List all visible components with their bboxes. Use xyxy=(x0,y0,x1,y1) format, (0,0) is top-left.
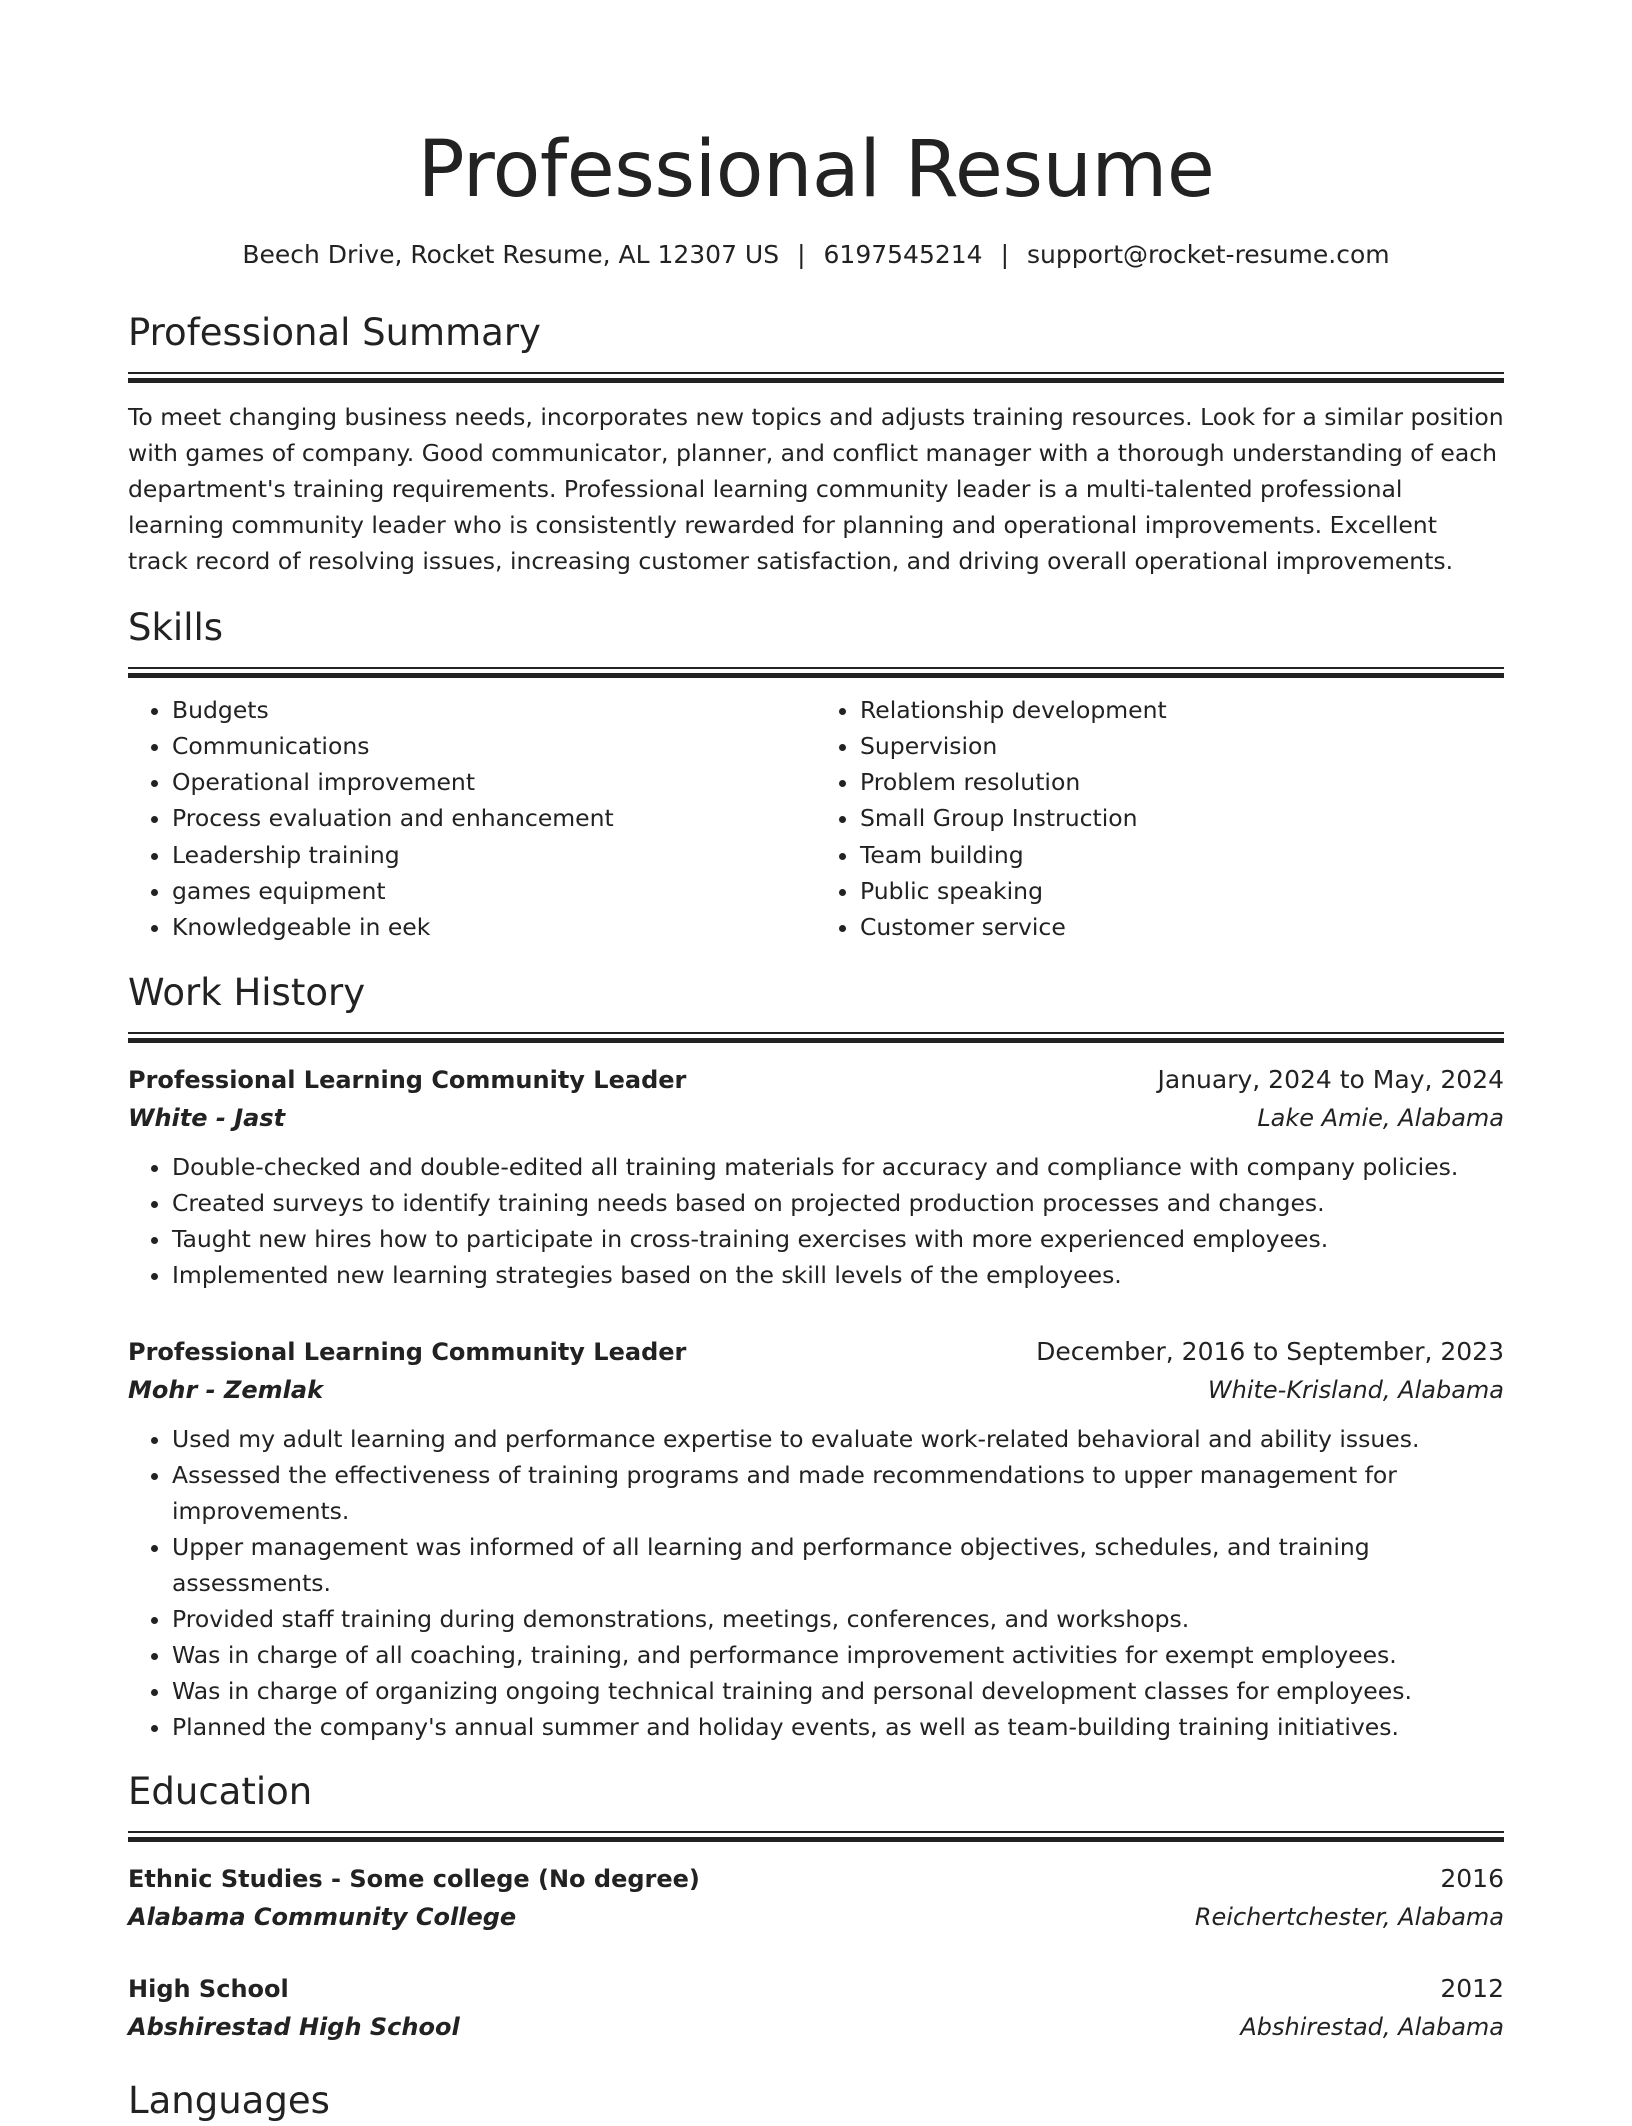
education-school-row xyxy=(128,2008,1504,2046)
job-bullet: • Taught new hires how to participate in cross-training exercises with more experienced employees. xyxy=(172,1221,1504,1257)
job-location: Lake Amie, Alabama xyxy=(1257,1103,1504,1132)
skill-item: • Team building xyxy=(860,837,1504,873)
job-bullet: • Used my adult learning and performance expertise to evaluate work-related behavioral and ability issues. xyxy=(172,1421,1504,1457)
education-location: Reichertchester, Alabama xyxy=(1194,1902,1504,1931)
job-header-row xyxy=(128,1333,1504,1371)
contact-email: support@rocket-resume.com xyxy=(1027,240,1390,269)
education-school: Abshirestad High School xyxy=(128,2012,460,2041)
job-entry xyxy=(128,1333,1504,1745)
section-divider xyxy=(128,372,1504,385)
education-location: Abshirestad, Alabama xyxy=(1240,2012,1504,2041)
job-header-row xyxy=(128,1061,1504,1099)
section-divider xyxy=(128,1032,1504,1045)
education-degree: Ethnic Studies - Some college (No degree) xyxy=(128,1864,700,1893)
languages-section xyxy=(128,2076,1504,2126)
job-dates: January, 2024 to May, 2024 xyxy=(1157,1064,1504,1094)
skills-columns xyxy=(128,692,1504,946)
education-entry xyxy=(128,1970,1504,2046)
contact-address: Beech Drive, Rocket Resume, AL 12307 US xyxy=(242,240,780,269)
education-entry xyxy=(128,1860,1504,1936)
contact-line xyxy=(128,238,1504,272)
summary-section xyxy=(128,308,1504,579)
work-history-section xyxy=(128,968,1504,1745)
skill-item: • Problem resolution xyxy=(860,764,1504,800)
contact-separator: | xyxy=(797,240,806,269)
summary-text: To meet changing business needs, incorporates new topics and adjusts training resources. Look for a similar position with games of company. Good communicator, planner, and conflict manager with a thorough understanding of each department's training requirements. Professional learning community leader is a multi-talented professional learning community leader who is consistently rewarded for planning and operational improvements. Excellent track record of resolving issues, increasing customer satisfaction, and driving overall operational improvements. xyxy=(128,403,1504,575)
education-year: 2016 xyxy=(1440,1863,1504,1893)
skills-section xyxy=(128,603,1504,946)
section-title-languages: Languages xyxy=(128,2078,330,2122)
education-section xyxy=(128,1767,1504,2046)
job-company: White - Jast xyxy=(128,1103,286,1132)
job-bullet: • Implemented new learning strategies based on the skill levels of the employees. xyxy=(172,1257,1504,1293)
section-divider xyxy=(128,1831,1504,1844)
skill-item: • Relationship development xyxy=(860,692,1504,728)
job-title: Professional Learning Community Leader xyxy=(128,1337,687,1366)
job-company-row xyxy=(128,1371,1504,1409)
skill-item: • Customer service xyxy=(860,909,1504,945)
job-bullets xyxy=(128,1149,1504,1293)
job-title: Professional Learning Community Leader xyxy=(128,1065,687,1094)
job-company-row xyxy=(128,1099,1504,1137)
job-location: White-Krisland, Alabama xyxy=(1207,1375,1504,1404)
job-dates: December, 2016 to September, 2023 xyxy=(1036,1336,1504,1366)
section-title-summary: Professional Summary xyxy=(128,311,541,354)
skill-item: • Communications xyxy=(172,728,816,764)
job-bullet: • Was in charge of organizing ongoing technical training and personal development classes for employees. xyxy=(172,1673,1504,1709)
skills-column-left xyxy=(128,692,816,946)
skill-item: • Process evaluation and enhancement xyxy=(172,800,816,836)
section-title-skills: Skills xyxy=(128,605,224,649)
skill-item: • Supervision xyxy=(860,728,1504,764)
job-bullet: • Upper management was informed of all learning and performance objectives, schedules, and training assessments. xyxy=(172,1529,1504,1601)
skill-item: • Budgets xyxy=(172,692,816,728)
job-bullet: • Planned the company's annual summer and holiday events, as well as team-building training initiatives. xyxy=(172,1709,1504,1745)
education-school: Alabama Community College xyxy=(128,1902,517,1931)
skills-column-right xyxy=(816,692,1504,946)
skill-item: • Knowledgeable in eek xyxy=(172,909,816,945)
job-bullets xyxy=(128,1421,1504,1745)
resume-page xyxy=(128,0,1504,2126)
section-divider xyxy=(128,667,1504,680)
job-bullet: • Double-checked and double-edited all training materials for accuracy and compliance with company policies. xyxy=(172,1149,1504,1185)
education-year: 2012 xyxy=(1440,1973,1504,2003)
skill-item: • Public speaking xyxy=(860,873,1504,909)
skill-item: • Leadership training xyxy=(172,837,816,873)
skill-item: • Small Group Instruction xyxy=(860,800,1504,836)
section-title-work-history: Work History xyxy=(128,970,366,1014)
job-entry xyxy=(128,1061,1504,1293)
job-company: Mohr - Zemlak xyxy=(128,1375,324,1404)
skill-item: • games equipment xyxy=(172,873,816,909)
resume-name: Professional Resume xyxy=(417,125,1215,215)
education-header-row xyxy=(128,1860,1504,1898)
skill-item: • Operational improvement xyxy=(172,764,816,800)
education-school-row xyxy=(128,1898,1504,1936)
section-title-education: Education xyxy=(128,1769,313,1813)
job-bullet: • Provided staff training during demonstrations, meetings, conferences, and workshops. xyxy=(172,1601,1504,1637)
job-bullet: • Was in charge of all coaching, training, and performance improvement activities for exempt employees. xyxy=(172,1637,1504,1673)
contact-separator: | xyxy=(1000,240,1010,269)
education-header-row xyxy=(128,1970,1504,2008)
job-bullet: • Created surveys to identify training needs based on projected production processes and changes. xyxy=(172,1185,1504,1221)
contact-phone: 6197545214 xyxy=(823,240,983,269)
job-bullet: • Assessed the effectiveness of training programs and made recommendations to upper management for improvements. xyxy=(172,1457,1504,1529)
education-degree: High School xyxy=(128,1974,289,2003)
